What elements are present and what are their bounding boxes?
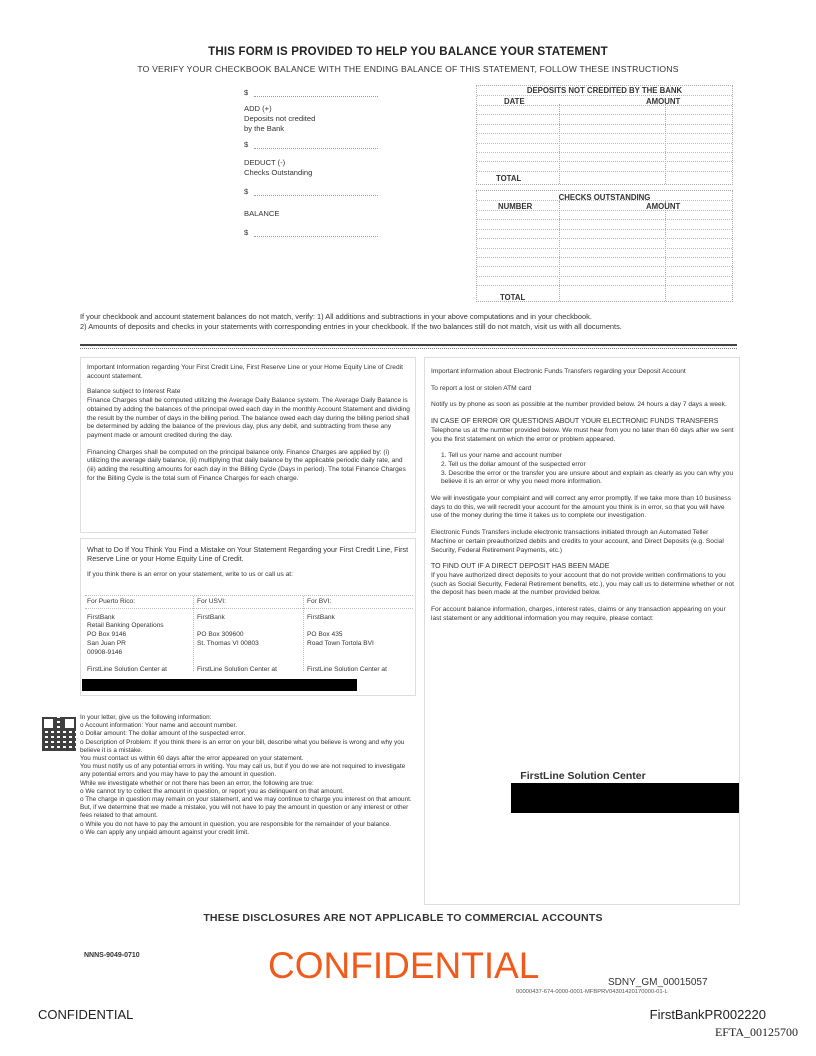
solution-center-title: FirstLine Solution Center xyxy=(520,770,646,782)
eft-info-box xyxy=(424,357,740,905)
eft-error-head: IN CASE OF ERROR OR QUESTIONS ABOUT YOUR ELECTRONIC FUNDS TRANSFERS xyxy=(431,418,719,426)
eft-definition: Electronic Funds Transfers include electronic transactions initiated through an Automated Teller Machine or certain preauthorized debits and credits to your account, and Direct Deposits (e.g. Social Security, Federal Retirement Payments, etc.) xyxy=(431,529,724,554)
eft-contact: For account balance information, charges, interest rates, claims or any transaction appearing on your last statement or any additional information you may require, please contact: xyxy=(431,606,726,622)
qr-code-icon xyxy=(42,717,76,751)
redaction-bar-phone xyxy=(82,679,357,691)
form-code: NNNS-9049-0710 xyxy=(84,952,140,959)
pr-pobox: PO Box 9146 xyxy=(87,631,127,639)
deposits-col-amount: AMOUNT xyxy=(646,97,681,106)
pr-bank: FirstBank xyxy=(87,613,115,621)
checks-col-number: NUMBER xyxy=(498,202,533,211)
mistake-box xyxy=(80,538,416,696)
letter-info-line: o We can apply any unpaid amount against your credit limit. xyxy=(80,828,249,836)
separator-thick xyxy=(80,344,737,346)
usvi-center: FirstLine Solution Center at xyxy=(197,666,277,674)
confidential-label: CONFIDENTIAL xyxy=(38,1007,134,1022)
eft-direct-head: TO FIND OUT IF A DIRECT DEPOSIT HAS BEEN MADE xyxy=(431,563,610,571)
sdny-number: SDNY_GM_00015057 xyxy=(608,977,708,988)
pr-dept: Retail Banking Operations xyxy=(87,622,164,630)
dollar-sign-3: $ xyxy=(244,187,249,196)
letter-info-line: You must contact us within 60 days after the error appeared on your statement. xyxy=(80,755,304,763)
credit-para-1: Finance Charges shall be computed utilizing the Average Daily Balance system. The Average Daily Balance is obtained by adding the balances of the principal owed each day in the monthly Account Statement and dividing the result by the number of days in the billing period. The balance owed each day during the billing period shall be determined by adding the balance of the previous day, plus any debit, and subtracting from these any payment made or amount credited during the day. xyxy=(87,397,410,439)
address-bvi xyxy=(307,598,411,675)
add-label: ADD (+) xyxy=(244,104,272,113)
usvi-pobox: PO Box 309600 xyxy=(197,631,244,639)
confidential-stamp: CONFIDENTIAL xyxy=(268,945,540,986)
form-title: THIS FORM IS PROVIDED TO HELP YOU BALANCE YOUR STATEMENT xyxy=(208,46,608,58)
eft-error-text: Telephone us at the number provided below. We must hear from you no later than 60 days after we sent you the first statement on which the error or problem appeared. xyxy=(431,426,734,443)
deposits-title: DEPOSITS NOT CREDITED BY THE BANK xyxy=(526,86,683,95)
credit-info-box xyxy=(80,357,416,533)
form-subtitle: TO VERIFY YOUR CHECKBOOK BALANCE WITH THE ENDING BALANCE OF THIS STATEMENT, FOLLOW THESE INSTRUCTIONS xyxy=(137,64,679,74)
eft-notify: Notify us by phone as soon as possible at the number provided below. 24 hours a day 7 days a week. xyxy=(431,401,727,409)
bvi-center: FirstLine Solution Center at xyxy=(307,666,387,674)
address-grid xyxy=(85,595,413,691)
pr-head: For Puerto Rico: xyxy=(87,598,136,605)
eft-step-3: 3. Describe the error or the transfer you are unsure about and explain as clearly as you can why you believe it is an error or why you need more information. xyxy=(441,469,734,486)
eft-direct-text: If you have authorized direct deposits to your account that do not provide written confirmations to you (such as Social Security, Federal Retirement benefits, etc.), you may call us to determine whether or not the deposit has been made at the number provided below. xyxy=(431,571,734,597)
balance-line-2 xyxy=(254,148,378,149)
bvi-head: For BVI: xyxy=(307,598,332,605)
deduct-desc: Checks Outstanding xyxy=(244,168,313,177)
checks-col-amount: AMOUNT xyxy=(646,202,681,211)
disclosure-note: THESE DISCLOSURES ARE NOT APPLICABLE TO COMMERCIAL ACCOUNTS xyxy=(203,912,603,924)
dollar-sign-4: $ xyxy=(244,228,249,237)
balance-line-1 xyxy=(254,96,378,97)
credit-para-2: Financing Charges shall be computed on the principal balance only. Finance Charges are applied by: (i) utilizing the average daily balance, (ii) multiplying that daily balance by the applicable periodic daily rate, and (iii) adding the resulting amounts for each day in the Billing Cycle (Days in period). The total Finance Charges for the Billing Cycle is the total sum of Finance Charges for each charge. xyxy=(87,448,406,482)
credit-subject: Balance subject to Interest Rate xyxy=(87,388,181,396)
redaction-bar-contact xyxy=(511,783,739,813)
verify-note-1: If your checkbook and account statement balances do not match, verify: 1) All additions and subtractions in your above computations and in your checkbook. xyxy=(80,312,592,321)
letter-info-line: o While you do not have to pay the amount in question, you are responsible for the remainder of your balance. xyxy=(80,820,392,828)
letter-info-line: o We cannot try to collect the amount in question, or report you as delinquent on that amount. xyxy=(80,787,344,795)
usvi-head: For USVI: xyxy=(197,598,226,605)
bvi-bank: FirstBank xyxy=(307,613,335,621)
balance-label: BALANCE xyxy=(244,209,280,218)
letter-info-line: While we investigate whether or not there has been an error, the following are true: xyxy=(80,779,314,787)
pr-center: FirstLine Solution Center at xyxy=(87,666,167,674)
mistake-intro: If you think there is an error on your statement, write to us or call us at: xyxy=(87,571,293,578)
letter-info-line: o Account information: Your name and account number. xyxy=(80,722,238,730)
checks-title: CHECKS OUTSTANDING xyxy=(558,193,651,202)
deposits-col-date: DATE xyxy=(504,97,525,106)
deposits-total: TOTAL xyxy=(496,174,522,183)
balance-line-4 xyxy=(254,236,378,237)
letter-info-line: o Description of Problem: If you think there is an error on your bill, describe what you believe is wrong and why you believe it is a mistake. xyxy=(80,738,405,754)
usvi-city: St. Thomas VI 00803 xyxy=(197,639,259,647)
letter-info-line: o The charge in question may remain on your statement, and we may continue to charge you interest on that amount. But, if we determine that we made a mistake, you will not have to pay the amount in question or any interest or other fees related to that amount. xyxy=(80,796,412,820)
address-usvi xyxy=(197,598,301,675)
letter-info-line: You must notify us of any potential errors in writing. You may call us, but if you do we are not required to investigate any potential errors and you may have to pay the amount in question. xyxy=(80,763,406,779)
letter-info-line: In your letter, give us the following information: xyxy=(80,714,212,721)
eft-investigate: We will investigate your complaint and will correct any error promptly. If we take more than 10 business days to do this, we will recredit your account for the amount you think is in error, so that you will have use of the money during the time it takes us to complete our investigation. xyxy=(431,495,731,520)
add-desc-1: Deposits not credited xyxy=(244,114,316,123)
eft-lost-card: To report a lost or stolen ATM card xyxy=(431,384,532,392)
letter-info xyxy=(80,714,414,837)
balance-line-3 xyxy=(254,195,378,196)
document-code: 00000437-674-0000-0001-MFBPRV04301420170000-01-L xyxy=(516,989,668,995)
checks-total: TOTAL xyxy=(500,293,526,302)
deduct-label: DEDUCT (-) xyxy=(244,158,286,167)
credit-title: Important Information regarding Your First Credit Line, First Reserve Line or your Home Equity Line of Credit account statement. xyxy=(87,364,403,380)
dollar-sign-1: $ xyxy=(244,88,249,97)
letter-info-line: o Dollar amount: The dollar amount of the suspected error. xyxy=(80,730,246,738)
eft-step-2: 2. Tell us the dollar amount of the suspected error xyxy=(441,460,586,468)
dollar-sign-2: $ xyxy=(244,140,249,149)
mistake-title: What to Do If You Think You Find a Mistake on Your Statement Regarding your First Credit Line, First Reserve Line or your Home Equity Line of Credit. xyxy=(87,545,409,563)
eft-title: Important information about Electronic Funds Transfers regarding your Deposit Account xyxy=(431,368,686,375)
pr-city: San Juan PR xyxy=(87,639,126,647)
efta-number: EFTA_00125700 xyxy=(714,1025,798,1039)
separator-dotted xyxy=(80,348,737,349)
usvi-bank: FirstBank xyxy=(197,613,225,621)
verify-note-2: 2) Amounts of deposits and checks in your statements with corresponding entries in your checkbook. If the two balances still do not match, visit us with all documents. xyxy=(80,322,622,331)
add-desc-2: by the Bank xyxy=(244,124,285,133)
eft-step-1: 1. Tell us your name and account number xyxy=(441,452,562,460)
pr-zip: 00908-9146 xyxy=(87,648,123,656)
bvi-pobox: PO Box 435 xyxy=(307,631,343,639)
bates-number: FirstBankPR002220 xyxy=(649,1007,766,1022)
bvi-city: Road Town Tortola BVI xyxy=(307,639,374,647)
address-pr xyxy=(87,598,191,675)
